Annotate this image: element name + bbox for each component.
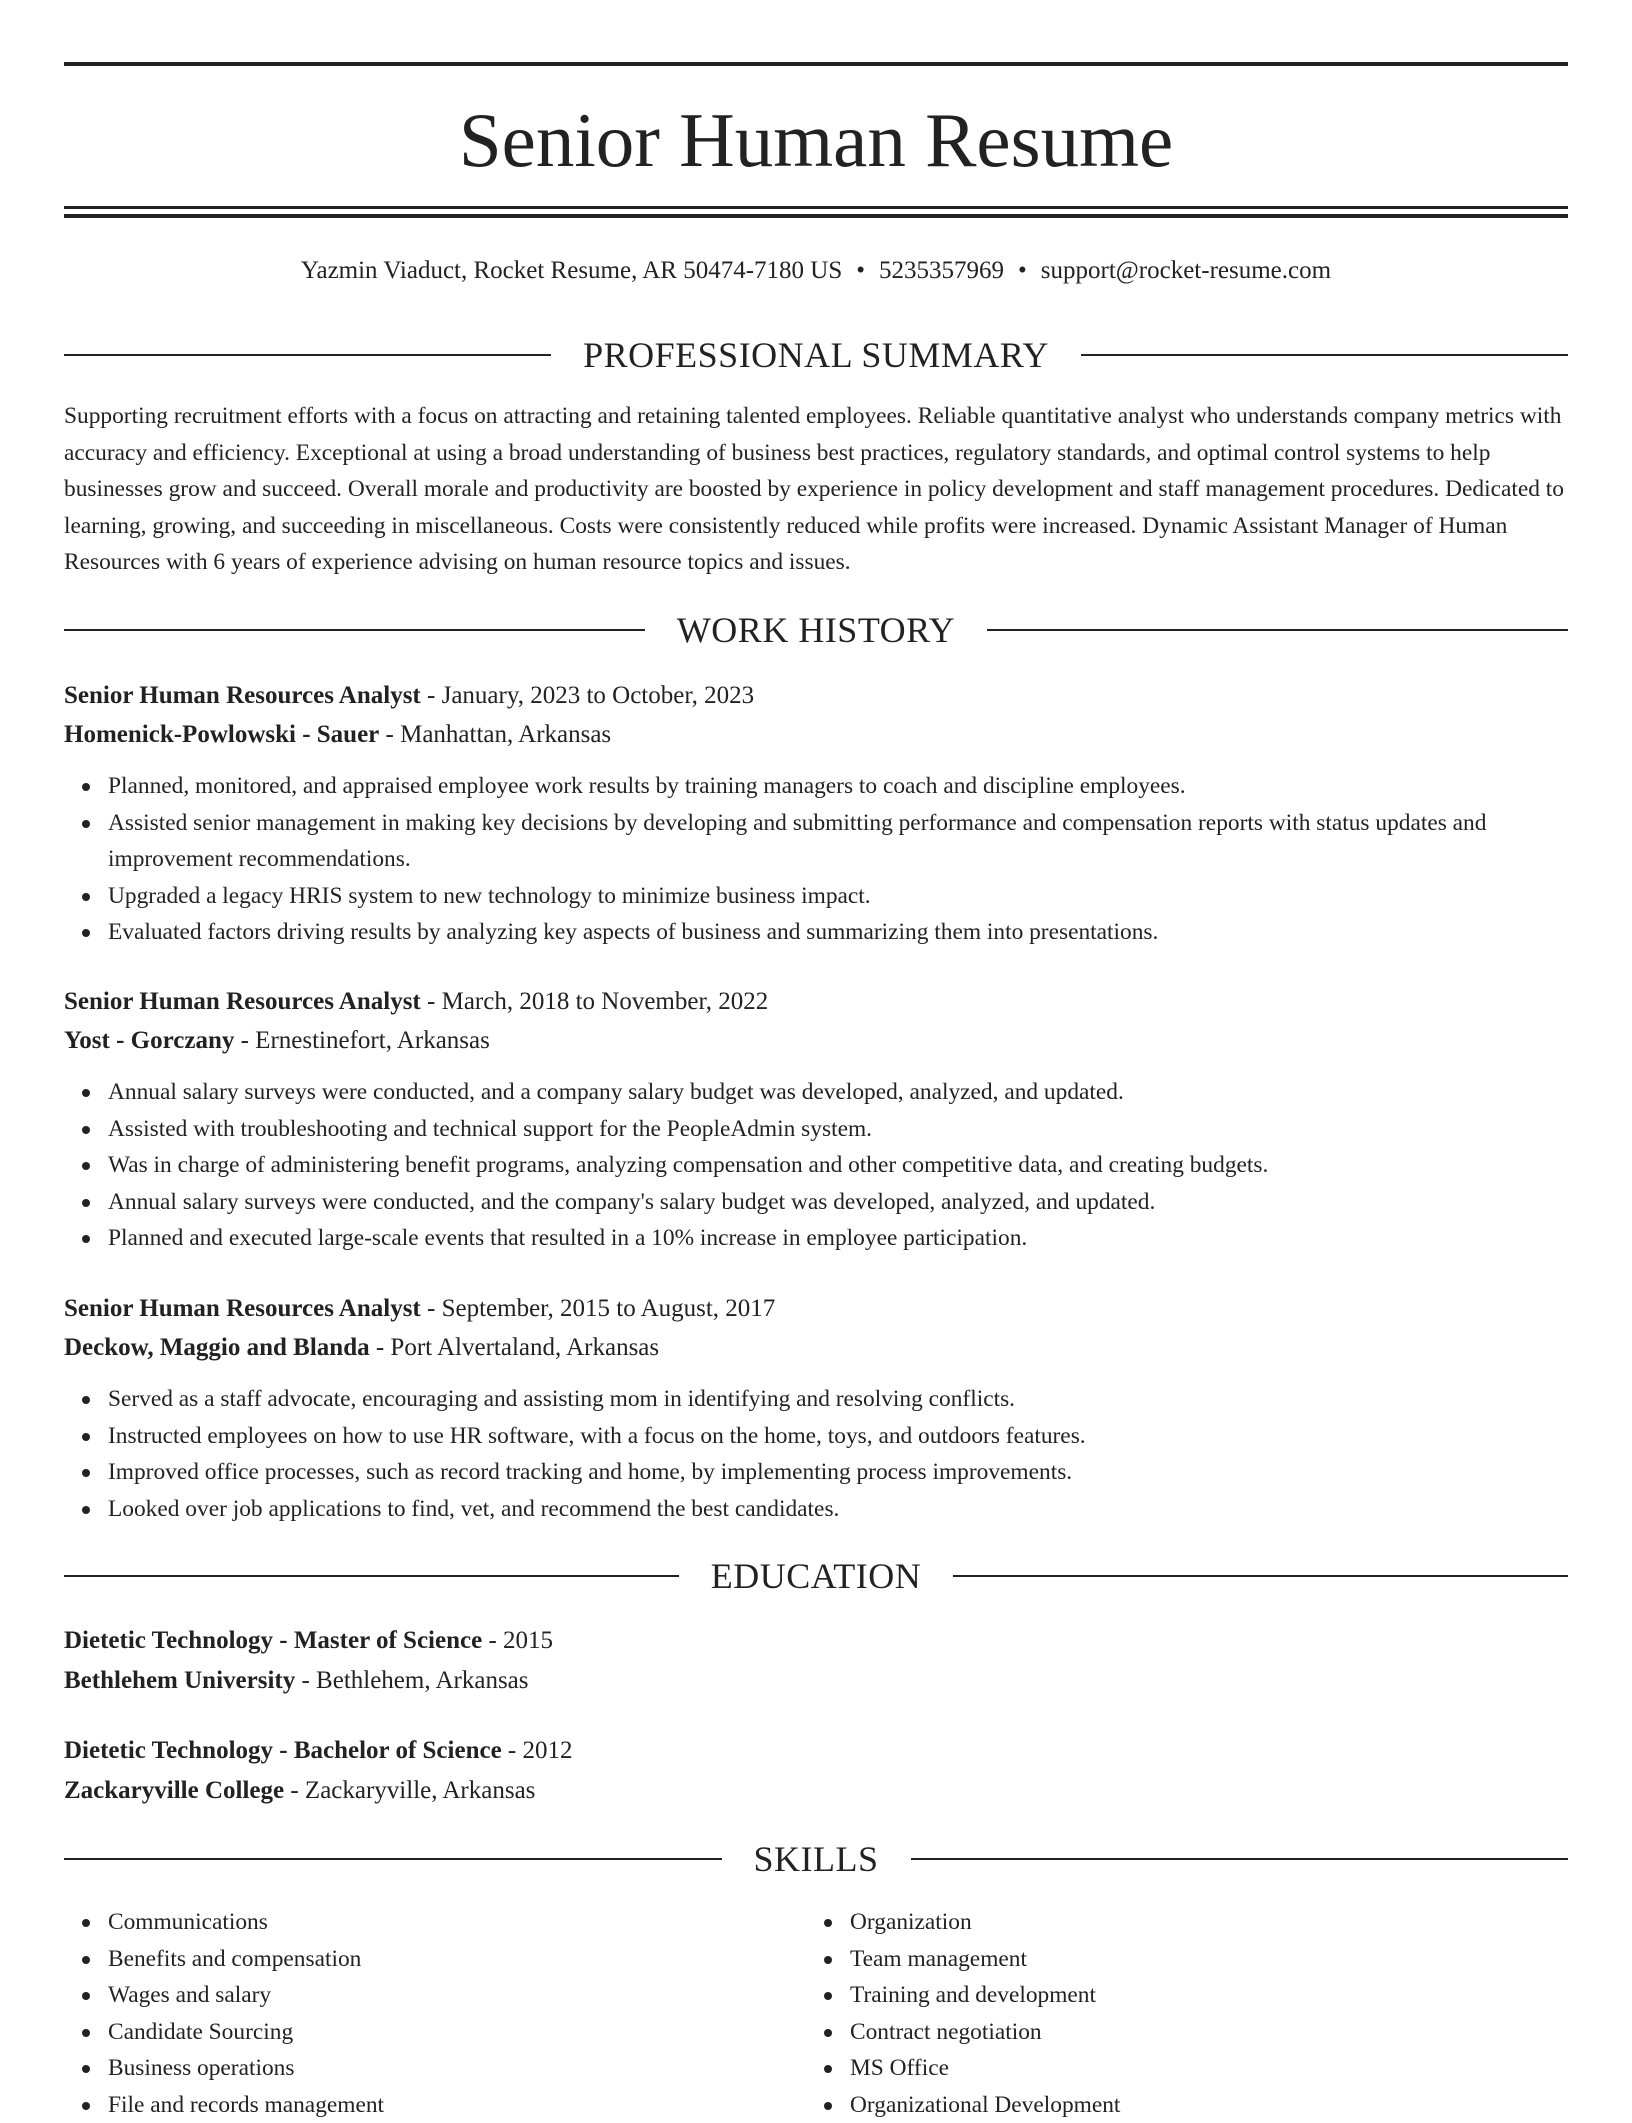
education-degree: Dietetic Technology - Bachelor of Science bbox=[64, 1737, 502, 1764]
job-location: - Port Alvertaland, Arkansas bbox=[370, 1334, 660, 1361]
job-bullet-list bbox=[64, 1381, 1568, 1527]
header-bottom-rule-upper bbox=[64, 206, 1568, 209]
skill-item: Communications bbox=[108, 1904, 806, 1941]
job-title-line bbox=[64, 1289, 1568, 1328]
skill-item: Organization bbox=[850, 1904, 1548, 1941]
section-heading-skills bbox=[64, 1837, 1568, 1881]
job-company-line bbox=[64, 1328, 1568, 1367]
skill-item: Training and development bbox=[850, 1977, 1548, 2014]
job-entry bbox=[64, 1289, 1568, 1527]
job-entry bbox=[64, 982, 1568, 1257]
resume-title: Senior Human Resume bbox=[64, 92, 1568, 188]
job-location: - Ernestinefort, Arkansas bbox=[234, 1027, 489, 1054]
education-degree-line bbox=[64, 1731, 1568, 1771]
education-degree: Dietetic Technology - Master of Science bbox=[64, 1627, 482, 1654]
job-company-line bbox=[64, 715, 1568, 754]
job-bullet: Improved office processes, such as record tracking and home, by implementing process improvements. bbox=[108, 1454, 1568, 1491]
section-title: PROFESSIONAL SUMMARY bbox=[551, 333, 1081, 377]
job-title: Senior Human Resources Analyst bbox=[64, 1295, 421, 1322]
skill-item: MS Office bbox=[850, 2050, 1548, 2087]
contact-address: Yazmin Viaduct, Rocket Resume, AR 50474-7180 US bbox=[301, 257, 842, 284]
job-company-line bbox=[64, 1021, 1568, 1060]
section-rule-right bbox=[1081, 354, 1568, 356]
job-title-line bbox=[64, 676, 1568, 715]
job-bullet: Assisted senior management in making key decisions by developing and submitting performance and compensation reports with status updates and improvement recommendations. bbox=[108, 805, 1568, 878]
skill-item: File and records management bbox=[108, 2087, 806, 2123]
job-company: Deckow, Maggio and Blanda bbox=[64, 1334, 370, 1361]
section-title: WORK HISTORY bbox=[645, 608, 987, 652]
section-rule-right bbox=[987, 629, 1568, 631]
skill-item: Contract negotiation bbox=[850, 2014, 1548, 2051]
job-title: Senior Human Resources Analyst bbox=[64, 682, 421, 709]
job-bullet: Planned, monitored, and appraised employee work results by training managers to coach and discipline employees. bbox=[108, 768, 1568, 805]
header-bottom-rule-lower bbox=[64, 214, 1568, 218]
contact-email: support@rocket-resume.com bbox=[1041, 257, 1331, 284]
education-school-line bbox=[64, 1661, 1568, 1701]
section-heading-education bbox=[64, 1554, 1568, 1598]
skills-list-right bbox=[806, 1904, 1548, 2123]
job-bullet: Annual salary surveys were conducted, and the company's salary budget was developed, analyzed, and updated. bbox=[108, 1184, 1568, 1221]
skill-item: Candidate Sourcing bbox=[108, 2014, 806, 2051]
section-heading-work-history bbox=[64, 608, 1568, 652]
job-dates: - September, 2015 to August, 2017 bbox=[421, 1295, 776, 1322]
skills-columns bbox=[64, 1904, 1568, 2123]
job-bullet: Evaluated factors driving results by analyzing key aspects of business and summarizing them into presentations. bbox=[108, 914, 1568, 951]
education-school-line bbox=[64, 1771, 1568, 1811]
job-bullet-list bbox=[64, 1074, 1568, 1257]
skills-list-left bbox=[64, 1904, 806, 2123]
job-bullet: Instructed employees on how to use HR software, with a focus on the home, toys, and outdoors features. bbox=[108, 1418, 1568, 1455]
education-entry bbox=[64, 1731, 1568, 1811]
job-bullet-list bbox=[64, 768, 1568, 951]
job-title: Senior Human Resources Analyst bbox=[64, 988, 421, 1015]
job-bullet: Was in charge of administering benefit programs, analyzing compensation and other competitive data, and creating budgets. bbox=[108, 1147, 1568, 1184]
section-rule-left bbox=[64, 629, 645, 631]
section-rule-left bbox=[64, 1858, 722, 1860]
section-title: EDUCATION bbox=[679, 1554, 953, 1598]
job-bullet: Upgraded a legacy HRIS system to new technology to minimize business impact. bbox=[108, 878, 1568, 915]
section-rule-right bbox=[953, 1575, 1568, 1577]
skill-item: Benefits and compensation bbox=[108, 1941, 806, 1978]
education-school: Zackaryville College bbox=[64, 1777, 284, 1804]
job-bullet: Assisted with troubleshooting and technical support for the PeopleAdmin system. bbox=[108, 1111, 1568, 1148]
section-rule-left bbox=[64, 354, 551, 356]
section-rule-left bbox=[64, 1575, 679, 1577]
contact-separator: • bbox=[1018, 252, 1027, 290]
contact-line bbox=[64, 252, 1568, 290]
skill-item: Business operations bbox=[108, 2050, 806, 2087]
education-entry bbox=[64, 1621, 1568, 1701]
job-entry bbox=[64, 676, 1568, 951]
job-dates: - January, 2023 to October, 2023 bbox=[421, 682, 754, 709]
education-school: Bethlehem University bbox=[64, 1667, 295, 1694]
contact-phone: 5235357969 bbox=[879, 257, 1004, 284]
job-location: - Manhattan, Arkansas bbox=[379, 721, 611, 748]
skill-item: Organizational Development bbox=[850, 2087, 1548, 2123]
job-dates: - March, 2018 to November, 2022 bbox=[421, 988, 769, 1015]
job-bullet: Planned and executed large-scale events that resulted in a 10% increase in employee participation. bbox=[108, 1220, 1568, 1257]
education-location: - Zackaryville, Arkansas bbox=[284, 1777, 535, 1804]
job-company: Yost - Gorczany bbox=[64, 1027, 234, 1054]
job-bullet: Served as a staff advocate, encouraging and assisting mom in identifying and resolving conflicts. bbox=[108, 1381, 1568, 1418]
job-title-line bbox=[64, 982, 1568, 1021]
summary-paragraph: Supporting recruitment efforts with a focus on attracting and retaining talented employees. Reliable quantitative analyst who understands company metrics with accuracy and efficiency. Exceptional at using a broad understanding of business best practices, regulatory standards, and optimal control systems to help businesses grow and succeed. Overall morale and productivity are boosted by experience in policy development and staff management procedures. Dedicated to learning, growing, and succeeding in miscellaneous. Costs were consistently reduced while profits were increased. Dynamic Assistant Manager of Human Resources with 6 years of experience advising on human resource topics and issues. bbox=[64, 398, 1568, 581]
education-location: - Bethlehem, Arkansas bbox=[295, 1667, 528, 1694]
contact-separator: • bbox=[856, 252, 865, 290]
section-title: SKILLS bbox=[722, 1837, 911, 1881]
section-heading-summary bbox=[64, 333, 1568, 377]
education-degree-line bbox=[64, 1621, 1568, 1661]
skill-item: Team management bbox=[850, 1941, 1548, 1978]
header-top-rule bbox=[64, 62, 1568, 66]
education-year: - 2012 bbox=[502, 1737, 573, 1764]
job-company: Homenick-Powlowski - Sauer bbox=[64, 721, 379, 748]
job-bullet: Looked over job applications to find, vet, and recommend the best candidates. bbox=[108, 1491, 1568, 1528]
education-year: - 2015 bbox=[482, 1627, 553, 1654]
job-bullet: Annual salary surveys were conducted, and a company salary budget was developed, analyzed, and updated. bbox=[108, 1074, 1568, 1111]
section-rule-right bbox=[911, 1858, 1569, 1860]
skill-item: Wages and salary bbox=[108, 1977, 806, 2014]
